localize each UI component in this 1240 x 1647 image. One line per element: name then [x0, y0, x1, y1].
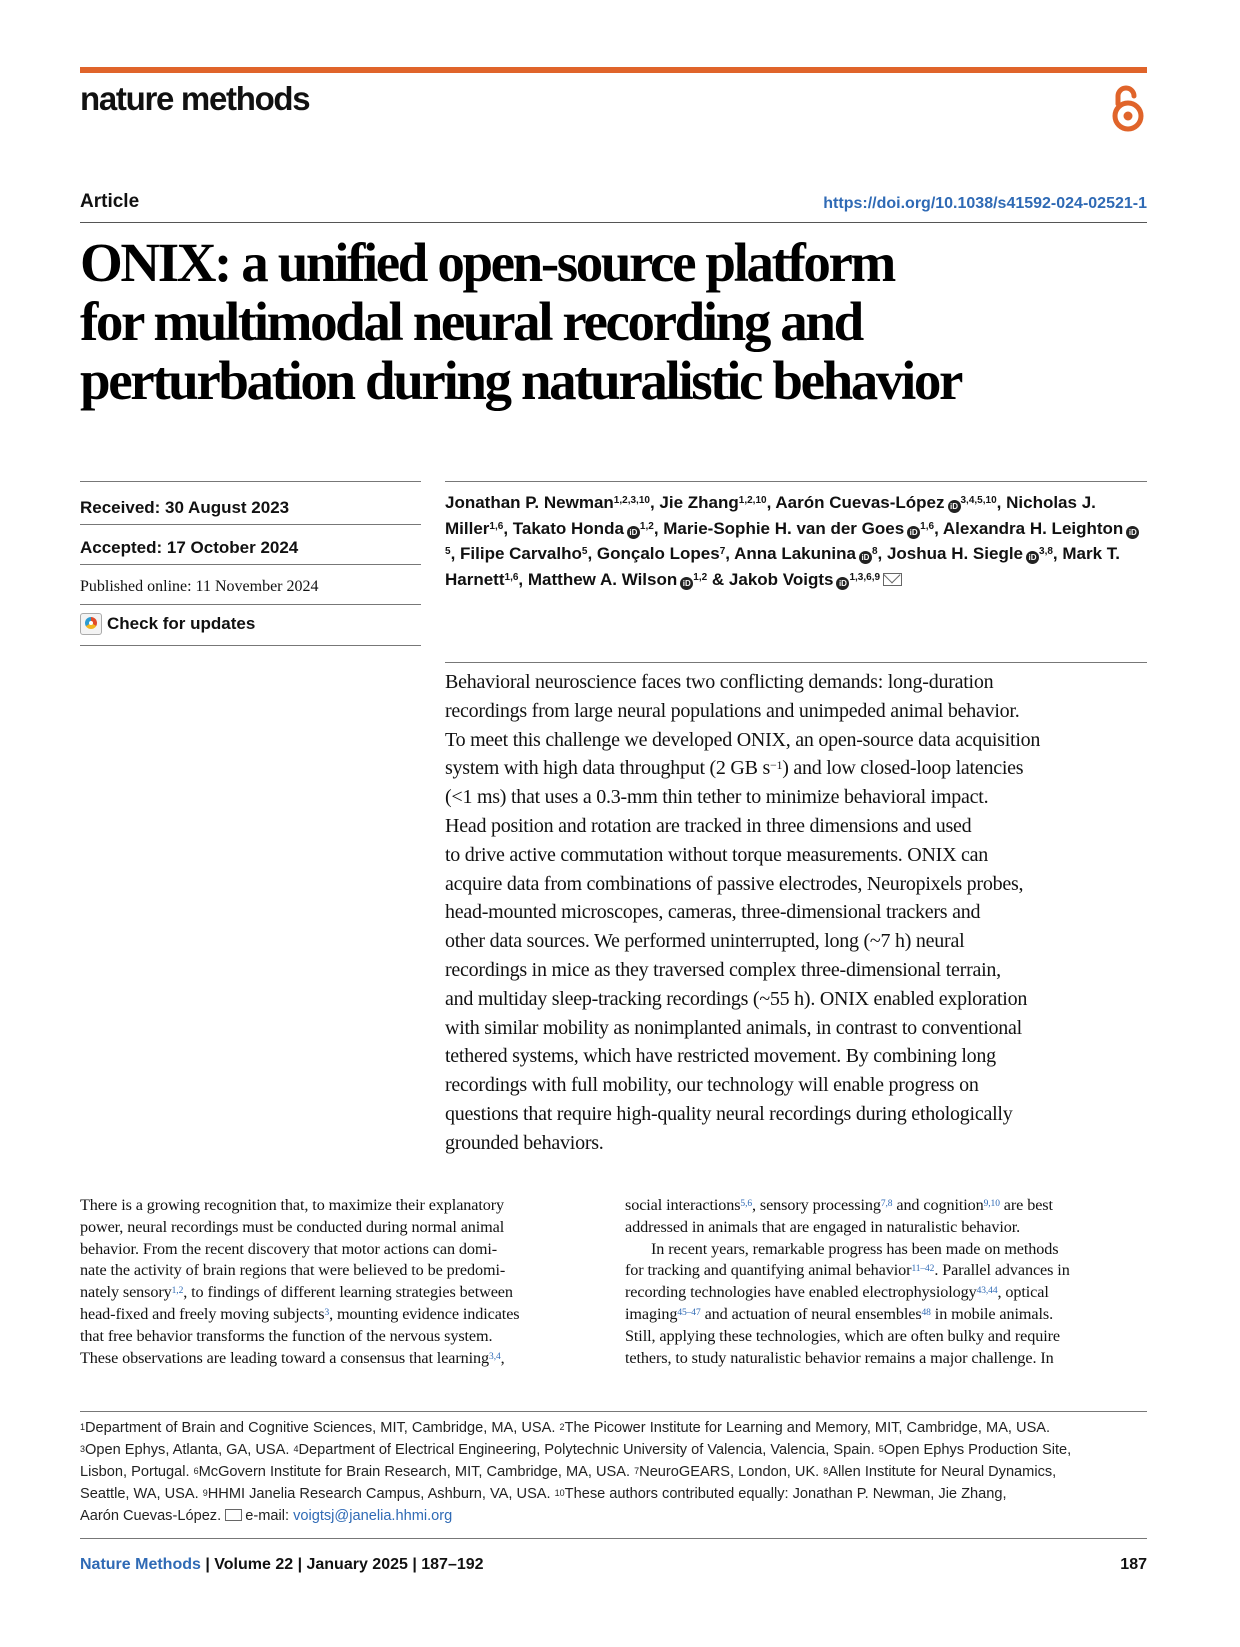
orcid-icon[interactable]: iD: [627, 526, 640, 539]
body-text: , mounting evidence indicates: [329, 1304, 520, 1323]
reference-link[interactable]: 43,44: [976, 1286, 998, 1297]
author-affiliation-numbers: 1,2,10: [738, 495, 767, 506]
author-affiliation-numbers: 1,2,3,10: [613, 495, 650, 506]
body-text-line: [80, 1348, 610, 1370]
reference-link[interactable]: 3: [324, 1307, 330, 1318]
abstract-line: head-mounted microscopes, cameras, three-dimensional trackers and: [445, 901, 981, 924]
body-text: , optical: [997, 1283, 1049, 1302]
orcid-icon[interactable]: iD: [948, 500, 961, 513]
article-title: [80, 233, 1140, 410]
affiliation-text: e-mail:: [245, 1508, 294, 1524]
abstract-line: Head position and rotation are tracked in three dimensions and used: [445, 814, 972, 837]
body-column-left: [80, 1195, 610, 1369]
abstract-line: To meet this challenge we developed ONIX, an open-source data acquisition: [445, 728, 1041, 751]
title-line: perturbation during naturalistic behavior: [80, 350, 961, 411]
body-text: ,: [500, 1348, 505, 1367]
affiliation-text: Seattle, WA, USA.: [80, 1486, 203, 1502]
orcid-icon[interactable]: iD: [1126, 526, 1139, 539]
body-text: in mobile animals.: [930, 1304, 1054, 1323]
abstract-line: recordings in mice as they traversed complex three-dimensional terrain,: [445, 958, 1001, 981]
affiliation-line: [80, 1505, 1160, 1527]
reference-link[interactable]: 3,4: [489, 1351, 501, 1362]
author[interactable]: [729, 570, 902, 589]
affiliation-text: Open Ephys, Atlanta, GA, USA.: [85, 1442, 294, 1458]
author-separator: ,: [766, 493, 776, 512]
body-text: power, neural recordings must be conducted during normal animal: [80, 1217, 505, 1236]
body-text: for tracking and quantifying animal behavior: [625, 1261, 912, 1280]
abstract-line: to drive active commutation without torque measurements. ONIX can: [445, 843, 989, 866]
body-text: and actuation of neural ensembles: [700, 1304, 922, 1323]
author-name[interactable]: Nicholas J. Miller: [445, 493, 1096, 538]
author-separator: ,: [996, 493, 1007, 512]
doi-link[interactable]: https://doi.org/10.1038/s41592-024-02521-1: [823, 195, 1147, 212]
accepted-date: Accepted: 17 October 2024: [80, 538, 299, 557]
abstract-rule: [445, 662, 1147, 663]
abstract-line: questions that require high-quality neural recordings during ethologically: [445, 1102, 1013, 1125]
footer-rule: [80, 1538, 1147, 1539]
body-text-line: [80, 1195, 610, 1217]
author-separator: ,: [725, 544, 735, 563]
affiliation-number: 7: [634, 1466, 640, 1476]
body-text: are best: [999, 1196, 1053, 1214]
orcid-icon[interactable]: iD: [859, 551, 872, 564]
check-updates-label: Check for updates: [107, 614, 256, 633]
author-separator: ,: [653, 518, 664, 538]
author[interactable]: [663, 519, 934, 538]
affiliation-text: Department of Electrical Engineering, Polytechnic University of Valencia, Valencia, Spain.: [298, 1442, 879, 1458]
reference-link[interactable]: 5,6: [740, 1199, 752, 1209]
body-text-line: [625, 1326, 1155, 1348]
affiliation-number: 3: [80, 1444, 86, 1454]
body-text: behavior. From the recent discovery that motor actions can domi-: [80, 1239, 498, 1258]
author-name[interactable]: Jakob Voigts: [728, 569, 834, 589]
author[interactable]: [513, 519, 654, 538]
affiliation-text: Allen Institute for Neural Dynamics,: [828, 1464, 1057, 1480]
body-text: that free behavior transforms the function of the nervous system.: [80, 1326, 493, 1345]
affiliation-line: [80, 1439, 1160, 1461]
footer-issue-details: | Volume 22 | January 2025 | 187–192: [200, 1556, 484, 1573]
header-rule: [80, 222, 1147, 223]
affiliation-text: Department of Brain and Cognitive Sciences, MIT, Cambridge, MA, USA.: [85, 1420, 560, 1436]
date-divider: [80, 564, 421, 565]
author-affiliation-numbers: 1,3,6,9: [849, 571, 881, 583]
author[interactable]: [775, 493, 996, 512]
body-text: In recent years, remarkable progress has been made on methods: [651, 1239, 1059, 1258]
received-date: Received: 30 August 2023: [80, 498, 290, 517]
author-list: [445, 490, 1147, 592]
affiliations: [80, 1417, 1160, 1527]
body-text-line: [625, 1304, 1155, 1326]
body-text: tethers, to study naturalistic behavior remains a major challenge. In: [625, 1348, 1054, 1367]
author-affiliation-numbers: 1,2: [693, 571, 708, 583]
body-text-line: [80, 1217, 610, 1239]
author[interactable]: [445, 493, 650, 512]
body-text: nately sensory: [80, 1283, 172, 1302]
author-affiliation-numbers: 1,6: [920, 520, 935, 532]
author-affiliation-numbers: 1,2: [639, 520, 654, 532]
affiliation-number: 5: [878, 1444, 884, 1454]
body-column-right: [625, 1195, 1155, 1369]
affiliation-line: [80, 1417, 1160, 1439]
affiliation-text: Aarón Cuevas-López.: [80, 1508, 226, 1524]
body-text-line: [625, 1260, 1155, 1282]
author[interactable]: [460, 544, 587, 563]
body-text: nate the activity of brain regions that were believed to be predomi-: [80, 1261, 506, 1280]
author[interactable]: [659, 493, 766, 512]
affiliation-line: [80, 1483, 1160, 1505]
body-text: imaging: [625, 1304, 678, 1323]
body-text-line: [80, 1260, 610, 1282]
body-text-line: [625, 1348, 1155, 1370]
author-name[interactable]: Mark T. Harnett: [445, 544, 1121, 589]
body-text: Still, applying these technologies, which are often bulky and require: [625, 1326, 1060, 1345]
orcid-icon[interactable]: iD: [836, 577, 849, 590]
mail-icon: [225, 1509, 242, 1521]
body-text: head-fixed and freely moving subjects: [80, 1304, 325, 1323]
body-text-line: [625, 1239, 1155, 1261]
dates-top-rule: [80, 481, 421, 482]
author-name[interactable]: Jonathan P. Newman: [445, 493, 614, 512]
orcid-icon[interactable]: iD: [907, 526, 920, 539]
abstract-text: ) and low closed-loop latencies: [782, 757, 1024, 780]
author-separator: ,: [450, 544, 461, 563]
body-text: social interactions: [625, 1196, 741, 1214]
author-name[interactable]: Anna Lakunina: [734, 544, 856, 563]
author-separator: ,: [877, 544, 887, 563]
top-accent-rule: [80, 67, 1147, 73]
mail-icon[interactable]: [883, 573, 902, 586]
body-text-line: [625, 1195, 1155, 1217]
abstract-text: system with high data throughput (2 GB s: [445, 757, 770, 780]
abstract-line: other data sources. We performed uninterrupted, long (~7 h) neural: [445, 930, 965, 953]
abstract-line: acquire data from combinations of passive electrodes, Neuropixels probes,: [445, 872, 1024, 895]
body-text: . Parallel advances in: [934, 1261, 1070, 1280]
affiliation-number: 10: [554, 1488, 565, 1498]
affiliation-number: 2: [559, 1422, 565, 1432]
reference-link[interactable]: 9,10: [983, 1199, 1000, 1209]
author[interactable]: [734, 544, 877, 563]
affiliation-text: Lisbon, Portugal.: [80, 1464, 194, 1480]
abstract-line: and multiday sleep-tracking recordings (~55 h). ONIX enabled exploration: [445, 987, 1028, 1010]
body-text: addressed in animals that are engaged in naturalistic behavior.: [625, 1217, 1021, 1236]
date-divider: [80, 524, 421, 525]
body-text: , sensory processing: [752, 1196, 881, 1214]
reference-link[interactable]: 11–42: [911, 1264, 935, 1275]
body-text: recording technologies have enabled electrophysiology: [625, 1283, 977, 1302]
abstract-line: grounded behaviors.: [445, 1131, 604, 1154]
author-separator: ,: [1052, 544, 1063, 563]
affiliation-number: 6: [193, 1466, 199, 1476]
affiliation-text: HHMI Janelia Research Campus, Ashburn, VA, USA.: [207, 1486, 555, 1502]
author-separator: ,: [934, 518, 943, 538]
author-affiliation-numbers: 1,6: [489, 520, 504, 532]
author-name[interactable]: Matthew A. Wilson: [527, 569, 678, 589]
dates-bottom-rule: [80, 645, 421, 646]
abstract-line: [445, 754, 1157, 783]
published-date: Published online: 11 November 2024: [80, 578, 319, 595]
affiliation-text: The Picower Institute for Learning and Memory, MIT, Cambridge, MA, USA.: [564, 1420, 1051, 1436]
affiliation-text: Open Ephys Production Site,: [883, 1442, 1072, 1458]
affiliation-text: NeuroGEARS, London, UK.: [639, 1464, 824, 1480]
footer-citation: [80, 1556, 484, 1574]
author-affiliation-numbers: 3,8: [1039, 546, 1053, 557]
body-text: These observations are leading toward a consensus that learning: [80, 1348, 490, 1367]
check-updates-icon: [80, 613, 102, 635]
body-text-line: [625, 1217, 1155, 1239]
abstract: [445, 668, 1157, 1158]
abstract-line: recordings with full mobility, our technology will enable progress on: [445, 1074, 979, 1097]
author-name[interactable]: Gonçalo Lopes: [596, 544, 720, 563]
author-name[interactable]: Aarón Cuevas-López: [775, 493, 945, 512]
page-number: 187: [1120, 1556, 1147, 1573]
author[interactable]: [887, 544, 1053, 563]
reference-link[interactable]: 45–47: [677, 1307, 701, 1318]
body-text: , to findings of different learning strategies between: [183, 1283, 513, 1302]
affiliation-text: These authors contributed equally: Jonathan P. Newman, Jie Zhang,: [564, 1486, 1007, 1502]
title-line: for multimodal neural recording and: [80, 291, 862, 352]
author-affiliation-numbers: 1,6: [504, 571, 519, 583]
author-affiliation-numbers: 5: [445, 546, 451, 557]
open-access-icon[interactable]: [1108, 82, 1148, 134]
check-for-updates-button[interactable]: [80, 613, 255, 635]
affiliations-rule: [80, 1411, 1147, 1412]
affiliation-number: 9: [202, 1488, 208, 1498]
author-name[interactable]: Joshua H. Siegle: [886, 544, 1024, 563]
author-name[interactable]: Jie Zhang: [659, 493, 739, 512]
author-separator: ,: [649, 493, 660, 512]
body-text-line: [80, 1239, 610, 1261]
date-divider: [80, 604, 421, 605]
body-text-line: [625, 1282, 1155, 1304]
journal-logo: nature methods: [80, 80, 310, 117]
abstract-line: recordings from large neural populations and unimpeded animal behavior.: [445, 699, 1020, 722]
body-text: There is a growing recognition that, to maximize their explanatory: [80, 1196, 505, 1214]
author-name[interactable]: Marie-Sophie H. van der Goes: [663, 518, 905, 538]
author-separator: ,: [587, 544, 597, 563]
affiliation-number: 1: [80, 1422, 86, 1432]
author-affiliation-numbers: 8: [871, 546, 878, 557]
author[interactable]: [528, 570, 707, 589]
unit-superscript: −1: [769, 758, 783, 773]
reference-link[interactable]: 48: [921, 1307, 931, 1318]
body-text-line: [80, 1326, 610, 1348]
abstract-line: Behavioral neuroscience faces two conflicting demands: long-duration: [445, 671, 994, 693]
affiliation-text: McGovern Institute for Brain Research, MIT, Cambridge, MA, USA.: [198, 1464, 635, 1480]
body-text-line: [80, 1282, 610, 1304]
author-separator: &: [707, 569, 729, 589]
footer-journal-link[interactable]: Nature Methods: [80, 1556, 201, 1573]
author-separator: ,: [503, 518, 513, 538]
body-text: and cognition: [892, 1196, 984, 1214]
abstract-line: (<1 ms) that uses a 0.3-mm thin tether to minimize behavioral impact.: [445, 786, 989, 809]
orcid-icon[interactable]: iD: [680, 577, 693, 590]
author[interactable]: [597, 544, 725, 563]
affiliation-number: 8: [823, 1466, 829, 1476]
reference-link[interactable]: 1,2: [171, 1286, 184, 1297]
author-name[interactable]: Filipe Carvalho: [460, 544, 582, 563]
affiliation-number: 4: [293, 1444, 299, 1454]
author-name[interactable]: Alexandra H. Leighton: [942, 518, 1124, 538]
author-affiliation-numbers: 3,4,5,10: [960, 495, 997, 506]
reference-link[interactable]: 7,8: [880, 1199, 893, 1209]
abstract-line: tethered systems, which have restricted movement. By combining long: [445, 1045, 996, 1068]
affiliation-line: [80, 1461, 1160, 1483]
author-name[interactable]: Takato Honda: [512, 518, 624, 538]
email-link[interactable]: voigtsj@janelia.hhmi.org: [293, 1508, 453, 1524]
author-separator: ,: [518, 569, 528, 589]
body-text-line: [80, 1304, 610, 1326]
article-type: Article: [80, 191, 140, 212]
authors-rule: [445, 481, 1147, 482]
author-affiliation-numbers: 5: [581, 546, 588, 557]
orcid-icon[interactable]: iD: [1026, 551, 1039, 564]
author-affiliation-numbers: 7: [719, 546, 726, 557]
title-line: ONIX: a unified open-source platform: [80, 232, 894, 293]
abstract-line: with similar mobility as nonimplanted animals, in contrast to conventional: [445, 1016, 1022, 1039]
